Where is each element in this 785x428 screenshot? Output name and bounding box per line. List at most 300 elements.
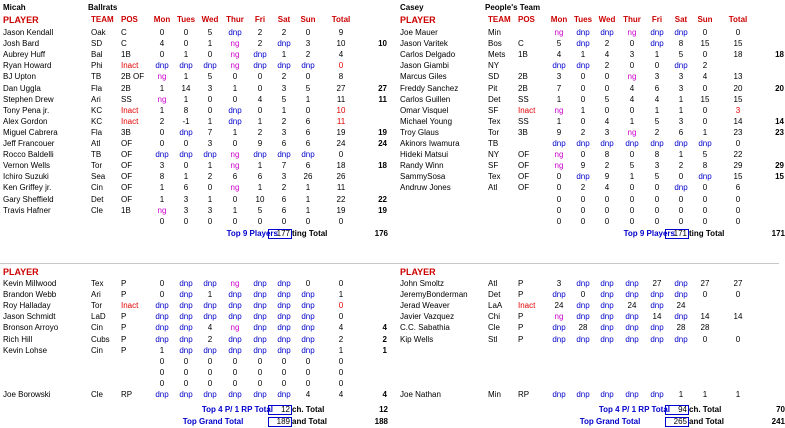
pitcher-cell: 1 xyxy=(207,290,213,300)
hitter-cell: 2 xyxy=(604,161,610,171)
hitter-cell: dnp xyxy=(650,39,664,49)
hitter-cell: 3B xyxy=(121,127,131,137)
hitter-cell: 5 xyxy=(678,50,684,60)
hitter-cell: ng xyxy=(554,28,564,37)
hitter-cell: 4 xyxy=(338,50,344,60)
pitcher-cell: 28 xyxy=(676,323,686,333)
hitter-cell: 1 xyxy=(629,116,635,126)
pitcher-cell: 1 xyxy=(382,345,387,355)
pitch-total-value: 12 xyxy=(379,405,388,415)
column-header-thur: Thur xyxy=(623,15,641,24)
pitcher-cell: 28 xyxy=(578,323,588,333)
pitcher-cell: dnp xyxy=(228,390,242,399)
pitcher-cell: Chi xyxy=(488,312,501,322)
hitter-cell: TB xyxy=(488,139,499,148)
pitcher-cell: Tex xyxy=(91,279,104,288)
player-name: Jason Varitek xyxy=(400,39,448,49)
hitter-cell: 0 xyxy=(556,205,562,215)
hitter-cell: 0 xyxy=(702,216,708,226)
pitcher-cell: dnp xyxy=(203,312,217,322)
hitter-cell: 0 xyxy=(629,105,635,115)
hitter-cell: 0 xyxy=(580,116,586,126)
hitter-cell: 4 xyxy=(604,183,610,193)
hitter-cell: 0 xyxy=(604,72,610,82)
player-name: Omar Visquel xyxy=(400,105,449,115)
column-header-thur: Thur xyxy=(226,15,244,24)
owner-name: Casey xyxy=(400,3,424,12)
hitter-cell: 0 xyxy=(183,28,189,37)
hitter-cell: dnp xyxy=(179,127,193,137)
hitter-cell: 10 xyxy=(336,105,346,115)
pitcher-cell: dnp xyxy=(179,301,193,311)
hitter-cell: 3 xyxy=(159,161,165,171)
hitter-cell: ng xyxy=(157,94,167,104)
pitcher-cell: dnp xyxy=(576,312,590,322)
hitter-cell: 5 xyxy=(281,94,287,104)
hitter-cell: 1 xyxy=(232,205,238,215)
pitcher-cell: P xyxy=(518,279,524,288)
pitcher-name: Roy Halladay xyxy=(3,301,51,311)
hitter-cell: dnp xyxy=(228,28,242,37)
hitter-cell: 1 xyxy=(629,172,635,182)
pitcher-cell: dnp xyxy=(576,301,590,311)
hitter-cell: ng xyxy=(230,61,240,71)
hitter-cell: 22 xyxy=(336,194,346,204)
hitter-cell: SS xyxy=(518,94,529,104)
pitcher-cell: 0 xyxy=(232,356,238,366)
team-name: People's Team xyxy=(485,3,541,12)
column-header-wed: Wed xyxy=(598,15,616,24)
pitcher-cell: dnp xyxy=(674,279,688,288)
pitcher-cell: dnp xyxy=(301,345,315,355)
pitcher-name: John Smoltz xyxy=(400,279,445,288)
pitcher-cell: dnp xyxy=(650,323,664,333)
hitter-cell: Phi xyxy=(91,61,103,71)
hitter-cell: 0 xyxy=(702,205,708,215)
hitter-cell: 0 xyxy=(604,216,610,226)
hitter-cell: 0 xyxy=(735,205,741,215)
grand-total-label: Top Grand Total xyxy=(579,417,641,427)
player-name: Josh Bard xyxy=(3,39,40,49)
pitcher-cell: 4 xyxy=(382,390,387,399)
hitter-cell: Bal xyxy=(91,50,103,60)
pitcher-name: Brandon Webb xyxy=(3,290,57,300)
hitter-cell: 0 xyxy=(183,139,189,148)
hitter-cell: 18 xyxy=(733,50,743,60)
column-header-pos: POS xyxy=(121,15,138,24)
hitter-cell: 0 xyxy=(338,150,344,160)
pitcher-cell: 0 xyxy=(702,290,708,300)
hitter-cell: 1 xyxy=(556,116,562,126)
hitter-cell: 1 xyxy=(183,94,189,104)
column-header-fri: Fri xyxy=(651,15,663,24)
pitcher-cell: dnp xyxy=(179,390,193,399)
pitcher-cell: 0 xyxy=(159,290,165,300)
column-header-team: TEAM xyxy=(91,15,114,24)
hitter-cell: 26 xyxy=(303,172,313,182)
hitter-cell: 0 xyxy=(556,183,562,193)
player-name: Aubrey Huff xyxy=(3,50,46,60)
pitcher-cell: P xyxy=(121,334,127,344)
pitcher-cell: dnp xyxy=(253,290,267,300)
pitcher-cell: 3 xyxy=(556,279,562,288)
hitter-cell: 6 xyxy=(281,205,287,215)
pitcher-cell: dnp xyxy=(253,345,267,355)
pitcher-cell: Cin xyxy=(91,345,104,355)
pitcher-cell: RP xyxy=(518,390,530,399)
pitcher-cell: ng xyxy=(230,279,240,288)
pitcher-cell: dnp xyxy=(228,345,242,355)
pitcher-cell: dnp xyxy=(277,323,291,333)
hitter-cell: dnp xyxy=(650,28,664,37)
pitcher-cell: dnp xyxy=(301,323,315,333)
pitcher-cell: 27 xyxy=(733,279,743,288)
hitter-cell: 11 xyxy=(336,94,346,104)
pitcher-cell: Ari xyxy=(91,290,101,300)
player-name: Travis Hafner xyxy=(3,205,51,215)
hitter-cell: dnp xyxy=(277,61,291,71)
hitter-cell: 0 xyxy=(580,72,586,82)
hitter-cell: 8 xyxy=(702,161,708,171)
hitter-cell: dnp xyxy=(600,139,614,148)
hitter-cell: dnp xyxy=(600,28,614,37)
hitter-cell: SF xyxy=(488,161,499,171)
hitter-cell: 0 xyxy=(257,83,263,93)
hitter-cell: 5 xyxy=(207,28,213,37)
hitter-cell: dnp xyxy=(552,61,566,71)
hitter-cell: SD xyxy=(91,39,103,49)
hitter-cell: 9 xyxy=(604,172,610,182)
hitter-cell: 0 xyxy=(556,216,562,226)
hitter-cell: 4 xyxy=(604,50,610,60)
hitter-cell: 0 xyxy=(629,183,635,193)
hitter-cell: C xyxy=(121,39,127,49)
player-name: Jason Kendall xyxy=(3,28,54,37)
hitter-cell: Ari xyxy=(91,94,101,104)
hitter-cell: 5 xyxy=(702,150,708,160)
hitter-cell: Inact xyxy=(121,61,139,71)
hitter-cell: 2B xyxy=(518,72,528,82)
pitcher-cell: dnp xyxy=(277,279,291,288)
pitcher-cell: 0 xyxy=(735,290,741,300)
hitter-cell: OF xyxy=(518,183,530,193)
hitter-cell: 4 xyxy=(257,94,263,104)
hitter-cell: 1 xyxy=(207,161,213,171)
hitter-cell: 5 xyxy=(629,161,635,171)
hitter-cell: dnp xyxy=(253,50,267,60)
hitter-cell: 1 xyxy=(281,105,287,115)
hitter-cell: 0 xyxy=(183,216,189,226)
hitter-cell: ng xyxy=(627,28,637,37)
pitcher-cell: dnp xyxy=(650,334,664,344)
pitcher-cell: dnp xyxy=(155,334,169,344)
column-header-player: PLAYER xyxy=(400,15,436,25)
pitcher-name: C.C. Sabathia xyxy=(400,323,450,333)
column-header-sun: Sun xyxy=(300,15,316,24)
pitcher-cell: P xyxy=(121,345,127,355)
pitcher-cell: 0 xyxy=(257,356,263,366)
section-separator xyxy=(0,263,779,264)
hitter-cell: dnp xyxy=(698,139,712,148)
hitter-cell: 1 xyxy=(183,72,189,82)
pitcher-cell: Tor xyxy=(91,301,103,311)
hitter-cell: 2 xyxy=(305,50,311,60)
hitter-cell: 6 xyxy=(654,83,660,93)
pitcher-cell: dnp xyxy=(650,301,664,311)
grand-total-box-value: 265 xyxy=(673,417,687,427)
hitter-cell: ng xyxy=(157,205,167,215)
pitcher-cell: P xyxy=(121,279,127,288)
hitter-cell: 0 xyxy=(580,83,586,93)
hitter-cell: 7 xyxy=(207,127,213,137)
hitter-cell: 1 xyxy=(305,194,311,204)
player-name: Stephen Drew xyxy=(3,94,54,104)
player-name: Akinors Iwamura xyxy=(400,139,460,148)
hitter-cell: 19 xyxy=(336,205,346,215)
hitter-cell: 3B xyxy=(518,127,528,137)
pitcher-cell: dnp xyxy=(576,279,590,288)
pitcher-cell: 4 xyxy=(207,323,213,333)
hitter-cell: 4 xyxy=(654,94,660,104)
pitcher-cell: 0 xyxy=(305,378,311,388)
hitter-cell: 27 xyxy=(378,83,387,93)
pitcher-cell: dnp xyxy=(301,290,315,300)
hitter-cell: Pit xyxy=(488,83,498,93)
hitter-cell: 8 xyxy=(159,172,165,182)
pitcher-cell: dnp xyxy=(552,390,566,399)
hitter-cell: 15 xyxy=(733,94,743,104)
hitter-cell: Det xyxy=(488,94,501,104)
hitter-cell: 0 xyxy=(735,216,741,226)
pitcher-cell: 2 xyxy=(382,334,387,344)
pitcher-cell: 0 xyxy=(281,367,287,377)
hitter-cell: dnp xyxy=(576,139,590,148)
hitter-cell: 0 xyxy=(159,50,165,60)
column-header-sat: Sat xyxy=(277,15,291,24)
hitter-cell: 0 xyxy=(257,72,263,82)
hitter-cell: 3 xyxy=(183,194,189,204)
hitter-cell: 0 xyxy=(702,194,708,204)
hitter-cell: 7 xyxy=(281,161,287,171)
hitter-cell: 24 xyxy=(336,139,346,148)
hitter-cell: 6 xyxy=(305,139,311,148)
hitter-cell: 3 xyxy=(604,127,610,137)
hitter-cell: 1 xyxy=(305,94,311,104)
pitcher-cell: LaA xyxy=(488,301,503,311)
hitter-cell: 6 xyxy=(305,127,311,137)
hitter-cell: TB xyxy=(91,72,102,82)
hitter-cell: 4 xyxy=(556,50,562,60)
hitter-cell: -1 xyxy=(182,116,190,126)
hitter-cell: 0 xyxy=(281,216,287,226)
hitter-cell: 0 xyxy=(580,150,586,160)
hitter-cell: 1 xyxy=(207,39,213,49)
column-header-tues: Tues xyxy=(176,15,196,24)
player-name: Dan Uggla xyxy=(3,83,41,93)
pitcher-cell: dnp xyxy=(253,312,267,322)
pitcher-cell: dnp xyxy=(179,345,193,355)
hitter-cell: 3 xyxy=(305,39,311,49)
hitter-cell: 6 xyxy=(281,139,287,148)
column-header-mon: Mon xyxy=(550,15,568,24)
hitter-cell: 0 xyxy=(257,105,263,115)
hitter-cell: 1 xyxy=(159,183,165,193)
hitter-cell: 5 xyxy=(207,72,213,82)
hitter-cell: 1 xyxy=(580,50,586,60)
pitcher-cell: 14 xyxy=(733,312,743,322)
pitcher-cell: Cin xyxy=(91,323,104,333)
hitter-cell: 2 xyxy=(654,127,660,137)
hitter-cell: 1 xyxy=(702,127,708,137)
hitter-cell: 5 xyxy=(257,205,263,215)
hitter-cell: Inact xyxy=(121,116,139,126)
hitter-cell: 2B xyxy=(518,83,528,93)
hitter-cell: C xyxy=(518,39,524,49)
hitter-cell: 0 xyxy=(654,61,660,71)
pitcher-cell: 0 xyxy=(159,367,165,377)
pitcher-cell: 28 xyxy=(700,323,710,333)
hitter-cell: 2 xyxy=(281,116,287,126)
pitcher-cell: 0 xyxy=(257,367,263,377)
pitcher-cell: dnp xyxy=(203,345,217,355)
pitcher-cell: 0 xyxy=(338,367,344,377)
hitter-cell: 6 xyxy=(305,116,311,126)
hitter-cell: 14 xyxy=(733,116,743,126)
pitcher-cell: dnp xyxy=(674,312,688,322)
grand-total-label: Top Grand Total xyxy=(182,417,244,427)
pitcher-name: Bronson Arroyo xyxy=(3,323,59,333)
hitter-cell: 22 xyxy=(733,150,743,160)
hitter-cell: 0 xyxy=(338,216,344,226)
hitter-cell: ng xyxy=(554,150,564,160)
pitch-total-label: Top 4 P/ 1 RP Total xyxy=(201,405,273,415)
pitcher-cell: dnp xyxy=(600,323,614,333)
hitter-cell: 2 xyxy=(257,28,263,37)
pitcher-cell: 0 xyxy=(580,290,586,300)
hitter-cell: 5 xyxy=(604,94,610,104)
pitcher-cell: 0 xyxy=(232,378,238,388)
hitter-cell: 1B xyxy=(518,50,528,60)
player-name: Marcus Giles xyxy=(400,72,447,82)
pitcher-cell: dnp xyxy=(576,390,590,399)
hitter-cell: Oak xyxy=(91,28,106,37)
hitter-cell: 1 xyxy=(183,172,189,182)
pitcher-cell: dnp xyxy=(674,334,688,344)
column-header-wed: Wed xyxy=(201,15,219,24)
pitcher-cell: Stl xyxy=(488,334,498,344)
hitter-cell: OF xyxy=(518,150,530,160)
hitter-cell: 1 xyxy=(654,105,660,115)
pitcher-cell: dnp xyxy=(277,312,291,322)
hitter-cell: 3 xyxy=(556,72,562,82)
pitcher-player-header: PLAYER xyxy=(400,267,436,277)
hitter-cell: 18 xyxy=(378,161,387,171)
pitcher-cell: 0 xyxy=(338,312,344,322)
hitter-cell: 13 xyxy=(733,72,743,82)
pitcher-cell: dnp xyxy=(203,301,217,311)
hitter-cell: dnp xyxy=(301,150,315,160)
pitcher-cell: dnp xyxy=(155,312,169,322)
hitter-cell: 22 xyxy=(378,194,387,204)
pitcher-cell: 0 xyxy=(207,367,213,377)
hitter-cell: 0 xyxy=(735,139,741,148)
pitcher-cell: dnp xyxy=(155,301,169,311)
hitter-cell: 0 xyxy=(207,50,213,60)
hitter-cell: 0 xyxy=(654,194,660,204)
pitcher-cell: 1 xyxy=(702,390,708,399)
hitter-cell: ng xyxy=(230,183,240,193)
hitter-cell: dnp xyxy=(277,39,291,49)
hitter-cell: 6 xyxy=(232,172,238,182)
hitter-cell: 0 xyxy=(702,83,708,93)
pitcher-cell: 24 xyxy=(676,301,686,311)
hitter-cell: 0 xyxy=(678,194,684,204)
hitter-cell: ng xyxy=(157,72,167,82)
hitter-cell: OF xyxy=(121,183,133,193)
hitter-cell: 2 xyxy=(257,39,263,49)
hitter-cell: Tor xyxy=(91,161,103,171)
hitter-cell: 0 xyxy=(580,205,586,215)
pitcher-cell: 4 xyxy=(305,390,311,399)
hitter-cell: 0 xyxy=(580,216,586,226)
hitter-cell: 1 xyxy=(281,50,287,60)
player-name: Freddy Sanchez xyxy=(400,83,459,93)
hitter-cell: 9 xyxy=(257,139,263,148)
pitcher-name: Jerad Weaver xyxy=(400,301,450,311)
hitter-cell: NY xyxy=(488,61,500,71)
pitcher-cell: P xyxy=(121,323,127,333)
hitter-cell: 0 xyxy=(604,83,610,93)
hitter-cell: Det xyxy=(91,194,104,204)
pitcher-cell: dnp xyxy=(576,334,590,344)
hitter-cell: 15 xyxy=(700,94,710,104)
pitcher-cell: RP xyxy=(121,390,133,399)
hitter-cell: Tex xyxy=(488,172,501,182)
hitting-total-label: Top 9 Players xyxy=(226,228,278,238)
hitter-cell: 23 xyxy=(733,127,743,137)
pitcher-cell: dnp xyxy=(625,323,639,333)
hitter-cell: 4 xyxy=(702,72,708,82)
hitter-cell: 2B OF xyxy=(121,72,145,82)
hitter-cell: 5 xyxy=(654,116,660,126)
hitter-cell: 23 xyxy=(775,127,784,137)
pitcher-cell: Min xyxy=(488,390,501,399)
pitcher-cell: 24 xyxy=(627,301,637,311)
pitcher-cell: 0 xyxy=(338,356,344,366)
hitter-cell: OF xyxy=(121,161,133,171)
hitter-cell: 1 xyxy=(556,94,562,104)
hitting-total-suffix: ting Total xyxy=(292,228,328,238)
hitter-cell: 9 xyxy=(556,127,562,137)
hitter-cell: 3 xyxy=(629,50,635,60)
pitcher-cell: dnp xyxy=(253,279,267,288)
pitcher-cell: dnp xyxy=(625,334,639,344)
hitter-cell: OF xyxy=(121,139,133,148)
hitter-cell: 0 xyxy=(305,216,311,226)
hitter-cell: 6 xyxy=(281,194,287,204)
pitcher-player-header: PLAYER xyxy=(3,267,39,277)
pitcher-name: Jason Schmidt xyxy=(3,312,56,322)
pitch-total-suffix: ch. Total xyxy=(689,405,722,415)
pitcher-cell: dnp xyxy=(650,390,664,399)
hitter-cell: 1 xyxy=(257,161,263,171)
column-header-pos: POS xyxy=(518,15,535,24)
hitter-cell: dnp xyxy=(576,39,590,49)
hitter-cell: 0 xyxy=(232,139,238,148)
hitter-cell: 0 xyxy=(232,216,238,226)
pitcher-cell: P xyxy=(121,312,127,322)
hitter-cell: 0 xyxy=(629,205,635,215)
